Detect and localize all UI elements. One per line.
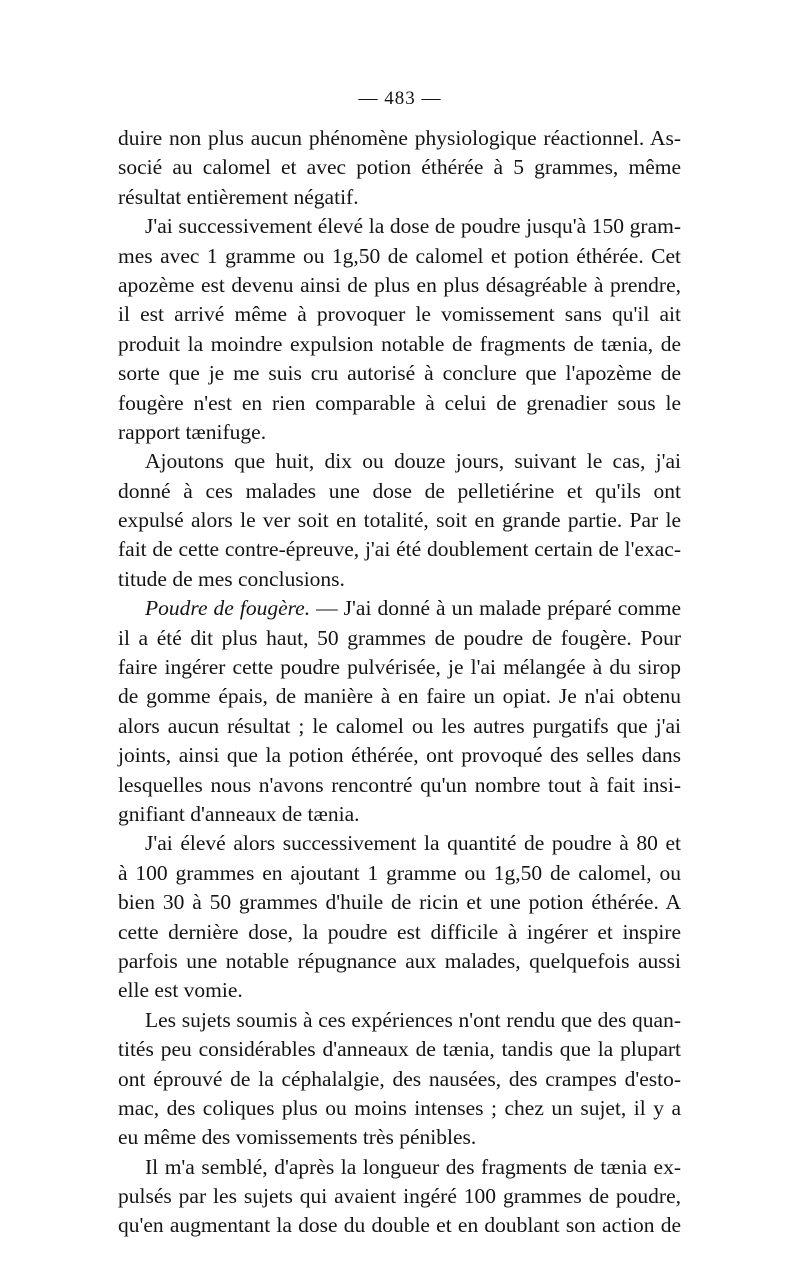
text-line: Ajoutons que huit, dix ou douze jours, suivant le cas, j'ai	[145, 449, 681, 474]
text-line: produit la moindre expulsion notable de fragments de tænia, de	[118, 331, 681, 356]
text-line: joints, ainsi que la potion éthérée, ont provoqué des selles dans	[118, 743, 681, 768]
paragraph	[118, 594, 681, 829]
text-line: elle est vomie.	[118, 978, 243, 1003]
text-line: duire non plus aucun phénomène physiologique réactionnel. As-	[118, 126, 681, 150]
text-line: parfois une notable répugnance aux malades, quelquefois aussi	[118, 948, 681, 973]
text-line: fait de cette contre-épreuve, j'ai été doublement certain de l'exac-	[118, 537, 681, 562]
paragraph	[118, 447, 681, 594]
text-line: il est arrivé même à provoquer le vomissement sans qu'il ait	[118, 302, 681, 327]
text-line: cette dernière dose, la poudre est difficile à ingérer et inspire	[118, 919, 681, 944]
text-line: pulsés par les sujets qui avaient ingéré 100 grammes de poudre,	[118, 1184, 681, 1209]
text-line: mac, des coliques plus ou moins intenses ; chez un sujet, il y a	[118, 1095, 681, 1120]
text-line: alors aucun résultat ; le calomel ou les autres purgatifs que j'ai	[118, 713, 681, 738]
text-line: qu'en augmentant la dose du double et en doublant son action de	[118, 1213, 681, 1238]
text-line: ont éprouvé de la céphalalgie, des nausées, des crampes d'esto-	[118, 1066, 681, 1091]
text-line: J'ai successivement élevé la dose de poudre jusqu'à 150 gram-	[145, 214, 681, 239]
text-line: mes avec 1 gramme ou 1g,50 de calomel et potion éthérée. Cet	[118, 243, 681, 268]
text-line: rapport tænifuge.	[118, 419, 267, 444]
text-line: faire ingérer cette poudre pulvérisée, je l'ai mélangée à du sirop	[118, 655, 681, 680]
paragraph	[118, 212, 681, 447]
paragraph	[118, 1006, 681, 1153]
text-line: socié au calomel et avec potion éthérée à 5 grammes, même	[118, 155, 681, 180]
section-heading-italic: Poudre de fougère.	[145, 596, 311, 621]
text-line: fougère n'est en rien comparable à celui de grenadier sous le	[118, 390, 681, 415]
text-line: Les sujets soumis à ces expériences n'ont rendu que des quan-	[145, 1007, 681, 1032]
text-line: sorte que je me suis cru autorisé à conclure que l'apozème de	[118, 361, 681, 386]
text-line: Il m'a semblé, d'après la longueur des fragments de tænia ex-	[145, 1154, 681, 1179]
text-line: à 100 grammes en ajoutant 1 gramme ou 1g,50 de calomel, ou	[118, 860, 681, 885]
text-line: résultat entièrement négatif.	[118, 184, 359, 209]
paragraph	[118, 124, 681, 212]
text-line: gnifiant d'anneaux de tænia.	[118, 801, 360, 826]
text-line: apozème est devenu ainsi de plus en plus désagréable à prendre,	[118, 272, 681, 297]
text-line: lesquelles nous n'avons rencontré qu'un nombre tout à fait insi-	[118, 772, 681, 797]
text-line: de gomme épais, de manière à en faire un opiat. Je n'ai obtenu	[118, 684, 681, 709]
text-line: tités peu considérables d'anneaux de tænia, tandis que la plupart	[118, 1037, 681, 1062]
text-line: titude de mes conclusions.	[118, 566, 345, 591]
text-line	[118, 594, 681, 623]
text-line: bien 30 à 50 grammes d'huile de ricin et une potion éthérée. A	[118, 890, 681, 915]
text-line: eu même des vomissements très pénibles.	[118, 1125, 477, 1150]
text-line: expulsé alors le ver soit en totalité, soit en grande partie. Par le	[118, 508, 681, 533]
page-number: — 483 —	[358, 88, 442, 109]
text-run: — J'ai donné à un malade préparé comme	[310, 596, 681, 621]
paragraph	[118, 829, 681, 1005]
body-text	[118, 124, 681, 1241]
text-line: donné à ces malades une dose de pelletiérine et qu'ils ont	[118, 478, 681, 503]
text-line: J'ai élevé alors successivement la quantité de poudre à 80 et	[145, 831, 681, 856]
paragraph	[118, 1153, 681, 1241]
text-line: il a été dit plus haut, 50 grammes de poudre de fougère. Pour	[118, 625, 681, 650]
